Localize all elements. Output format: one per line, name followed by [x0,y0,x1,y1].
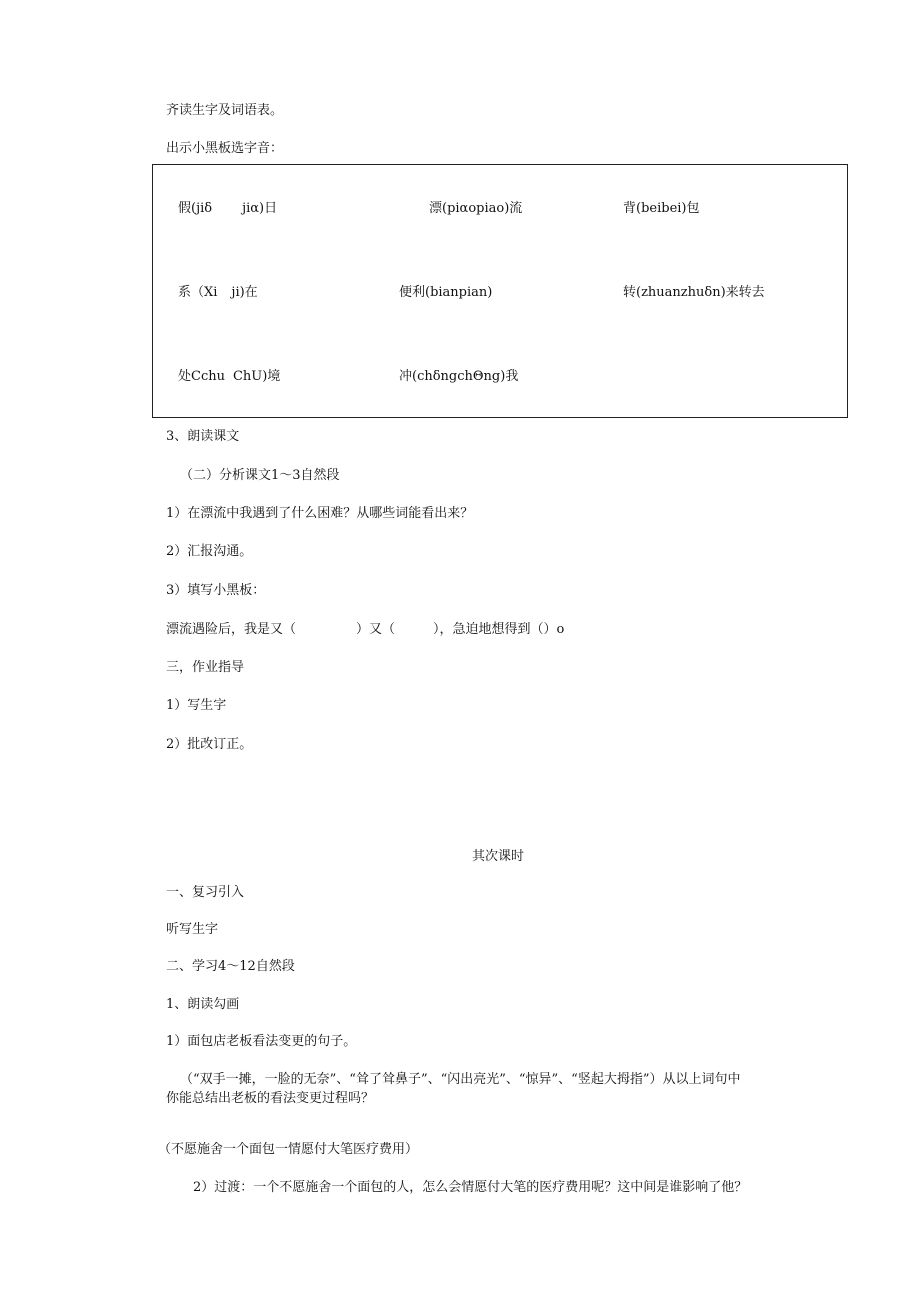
review-heading: 一、复习引入 [166,885,245,900]
pinyin-xi-b: ji)在 [231,285,258,300]
homework-item-1: 1）写生字 [166,698,227,713]
homework-item-2: 2）批改订正。 [166,737,253,752]
question-1: 1）在漂流中我遇到了什么困难？从哪些词能看出来？ [166,506,474,521]
fill-part-b: ）又（ [356,622,396,637]
study-heading: 二、学习4～12自然段 [166,959,295,974]
pinyin-cell-piao: 漂(piαopiao)流 [429,201,523,216]
pinyin-table [152,164,848,418]
pinyin-cell-jia [178,200,277,218]
homework-heading: 三，作业指导 [166,660,245,675]
fill-part-a: 漂流遇险后，我是又（ [166,622,297,637]
quote-line-1: （“双手一摊，一脸的无奈”、“耸了耸鼻子”、“闪出亮光”、“惊异”、“竖起大拇指”）从以上词句中 [180,1072,741,1087]
pinyin-cell-xi [178,284,258,302]
pinyin-cell-bei: 背(beibei)包 [623,201,700,216]
fill-blank-sentence [166,621,564,639]
pinyin-chu-b: ChU)境 [232,369,281,384]
pinyin-xi-a: 系（Xi [178,285,218,300]
fill-part-c: ），急迫地想得到（）o [433,622,565,637]
question-2: 2）汇报沟通。 [166,544,253,559]
read-text-heading: 3、朗读课文 [166,429,240,444]
quote-line-2: 你能总结出老板的看法变更过程吗？ [166,1091,375,1106]
pinyin-chu-a: 处Cchu [178,369,225,384]
intro-show-board: 出示小黑板选字音： [166,141,284,156]
pinyin-cell-zhuan: 转(zhuanzhuδn)来转去 [623,285,765,300]
question-3: 3）填写小黑板： [166,583,266,598]
attitude-summary: （不愿施舍一个面包一情愿付大笔医疗费用） [158,1142,419,1157]
pinyin-jia-a: 假(jiδ [178,201,213,216]
intro-read-aloud: 齐读生字及词语表。 [166,103,284,118]
pinyin-jia-b: jiα)日 [242,201,278,216]
pinyin-cell-chu [178,368,280,386]
pinyin-cell-bian: 便利(bianpian) [399,285,493,300]
transition-question: 2）过渡：一个不愿施舍一个面包的人，怎么会情愿付大笔的医疗费用呢？这中间是谁影响了他？ [193,1180,748,1195]
dictation-text: 听写生字 [166,922,219,937]
second-lesson-title: 其次课时 [472,849,525,864]
read-mark-heading: 1、朗读勾画 [166,997,240,1012]
pinyin-cell-chong: 冲(chδngchΘng)我 [399,369,519,384]
owner-question: 1）面包店老板看法变更的句子。 [166,1034,357,1049]
analyze-heading: （二）分析课文1～3自然段 [180,468,340,483]
